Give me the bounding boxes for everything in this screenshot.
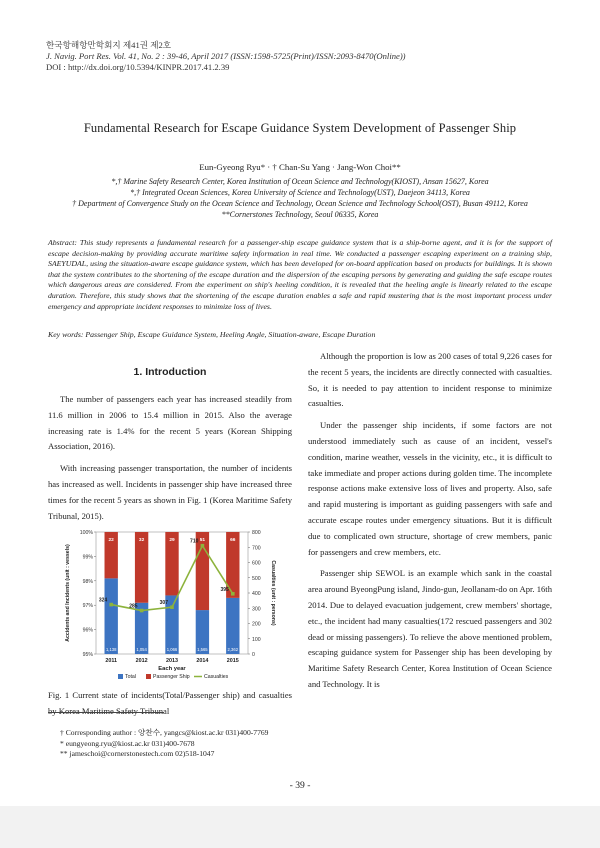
journal-korean-name: 한국항해항만학회지 제41권 제2호 (46, 40, 172, 50)
paragraph: Although the proportion is low as 200 cases of total 9,226 cases for the recent 5 years, the incidents are directly connected with casualties. So, it is needed to pay attention to incident response to minimize casualties. (308, 351, 552, 409)
legend-label: Total (125, 674, 136, 680)
y-tick-label: 95% (82, 652, 93, 658)
footnote-rule (48, 712, 164, 713)
figure-caption: Fig. 1 Current state of incidents(Total/Passenger ship) and casualties by Korea Maritime Safety Tribunal (48, 690, 292, 716)
point-casualties (140, 609, 144, 613)
doi-line: DOI : http://dx.doi.org/10.5394/KINPR.2017.41.2.39 (46, 62, 230, 72)
point-casualties (231, 592, 235, 596)
y2-tick-label: 200 (252, 621, 261, 628)
y2-tick-label: 0 (252, 652, 255, 658)
legend-label: Casualties (204, 674, 229, 680)
y-tick-label: 97% (82, 603, 93, 610)
bar-label-total: 1,565 (197, 647, 208, 652)
section-heading: 1. Introduction (133, 366, 207, 378)
author-list: Eun-Gyeong Ryu* · † Chan-Su Yang · Jang-Won Choi** (199, 162, 401, 172)
keywords: Key words: Passenger Ship, Escape Guidance System, Heeling Angle, Situation-aware, Escape Duration (48, 330, 376, 339)
x-axis-label: Each year (158, 666, 186, 672)
bar-label-total: 1,066 (166, 647, 178, 652)
bar-label-passenger: 29 (169, 538, 175, 543)
bar-label-passenger: 32 (138, 538, 145, 543)
y-tick-label: 98% (82, 578, 93, 585)
y2-axis-label: Casualties (unit : persons) (270, 560, 276, 626)
bar-label-total: 2,362 (227, 647, 239, 652)
affiliation-2: *,† Integrated Ocean Sciences, Korea University of Science and Technology(UST), Daejeon 34113, Korea (130, 188, 470, 197)
x-tick-label: 2015 (226, 658, 239, 664)
x-tick-label: 2013 (166, 658, 178, 664)
y-tick-label: 99% (82, 554, 93, 561)
y2-tick-label: 600 (252, 560, 261, 567)
x-tick-label: 2014 (196, 658, 209, 664)
y2-tick-label: 400 (252, 591, 261, 597)
bar-label-total: 1,138 (105, 647, 117, 652)
left-column-text (48, 392, 292, 530)
bar-label-passenger: 66 (230, 538, 236, 543)
data-label-casualties: 307 (159, 600, 168, 607)
x-tick-label: 2011 (105, 658, 118, 664)
journal-citation: J. Navig. Port Res. Vol. 41, No. 2 : 39-46, April 2017 (ISSN:1598-5725(Print)/ISSN:2093-8470(Online)) (46, 51, 406, 61)
x-tick-label: 2012 (135, 658, 148, 664)
paper-title: Fundamental Research for Escape Guidance System Development of Passenger Ship (83, 121, 517, 135)
point-casualties (109, 603, 113, 607)
y2-tick-label: 700 (252, 545, 261, 552)
data-label-casualties: 324 (98, 597, 108, 604)
point-casualties (201, 544, 205, 548)
abstract: Abstract: This study represents a fundamental research for a passenger-ship escape guidance system that is a ship-borne agent, and it is for the support of escape decision-making by providing accurate maritime safety information in real time. We conducted a passenger escaping experiment on a training ship, SAEYUDAL, using the situation-aware escape guidance system, which has been developed for on-board application based on products for buildings. It is shown that the system contributes to the shortening of the escape duration and the dispersion of the escaping persons by generating and guiding the safe escape routes which dangerous areas are considered. From the experiment on ship's heeling condition, it is revealed that the heeling angle is linearly related to the escape duration. Therefore, this study shows that the shortening of the escape duration enables a safe and rapid mustering that is the most important process under emergency and appropriate incident responses to minimize loss of lives. (48, 238, 552, 311)
paragraph: The number of passengers each year has increased steadily from 11.6 million in 2006 to 15.4 million in 2015. Also the average increasing rate is 1.4% for the recent 5 years (Korean Shipping Association, 2016). (48, 394, 292, 452)
affiliation-1: *,† Marine Safety Research Center, Korea Institution of Ocean Science and Technology(KIOST), Ansan 15627, Korea (111, 177, 489, 186)
paragraph: Passenger ship SEWOL is an example which sank in the coastal area around ByeongPung island, Jindo-gun, Jeollanam-do on Apr. 16th 2014. Due to delayed evacuation judgement, crew members' shortage, etc., the incident had many casualties(172 rescued passengers and 302 dead or missing passengers). To relieve the above mentioned problem, escaping guidance system for Passenger ship has been developing by Maritime Safety Research Center, Korea Institution of Ocean Science and Technology. It is (308, 568, 552, 689)
bar-label-total: 1,054 (136, 647, 147, 652)
y2-tick-label: 300 (252, 606, 261, 613)
bar-label-passenger: 51 (199, 538, 206, 543)
y2-tick-label: 800 (252, 530, 261, 536)
point-casualties (170, 605, 174, 609)
footnotes (60, 728, 268, 760)
bar-total (226, 598, 239, 654)
y2-tick-label: 100 (252, 636, 261, 643)
paragraph: Under the passenger ship incidents, if some factors are not understood immediately such as cause of an incident, vessel's condition, marine weather, vessels in the vicinity, etc., it is difficult to take immediate and proper actions during golden time. The incomplete response actions make extensive loss of lives and property. Also, safe and rapid mustering is important as guiding passengers with safe and accurate escape routes under emergency situations. But it is difficult due to complicated own structure, shortage of crew members, panic for passengers and crew members, etc. (308, 420, 552, 557)
page-number: - 39 - (289, 780, 311, 791)
journal-header (46, 40, 406, 73)
footnote-author-2: ** jameschoi@cornerstonestech.com 02)518-1047 (60, 749, 215, 758)
affiliation-4: **Cornerstones Technology, Seoul 06335, Korea (221, 210, 379, 219)
affiliation-3: † Department of Convergence Study on the Ocean Science and Technology, Ocean Science and Technology School(OST), Busan 49112, Korea (72, 199, 528, 208)
legend-swatch-total (118, 674, 123, 679)
data-label-casualties: 395 (220, 586, 229, 593)
bar-total (105, 578, 118, 654)
y2-tick-label: 500 (252, 575, 261, 582)
right-column-text (308, 349, 552, 699)
bar-label-passenger: 22 (108, 538, 114, 543)
data-label-casualties: 285 (129, 603, 138, 610)
paragraph: With increasing passenger transportation, the number of incidents has increased as well. Incidents in passenger ship have increased three times for the recent 5 years as shown in Fig. 1 (Korea Maritime Safety Tribunal, 2015). (48, 463, 292, 521)
figure-1-chart (60, 526, 290, 684)
y-tick-label: 100% (79, 530, 93, 536)
footnote-corresponding: † Corresponding author : 양찬수, yangcs@kiost.ac.kr 031)400-7769 (60, 728, 269, 737)
affiliations (40, 176, 560, 220)
y-tick-label: 96% (82, 627, 93, 634)
data-label-casualties: 710 (190, 538, 199, 545)
footnote-author-1: * eungyeong.ryu@kiost.ac.kr 031)400-7678 (60, 738, 195, 748)
legend-swatch-passenger (146, 674, 151, 679)
page-bottom-band (0, 806, 600, 848)
y-axis-label: Accidents and Incidents (unit : vessels) (65, 544, 71, 642)
legend-label: Passenger Ship (153, 674, 190, 680)
